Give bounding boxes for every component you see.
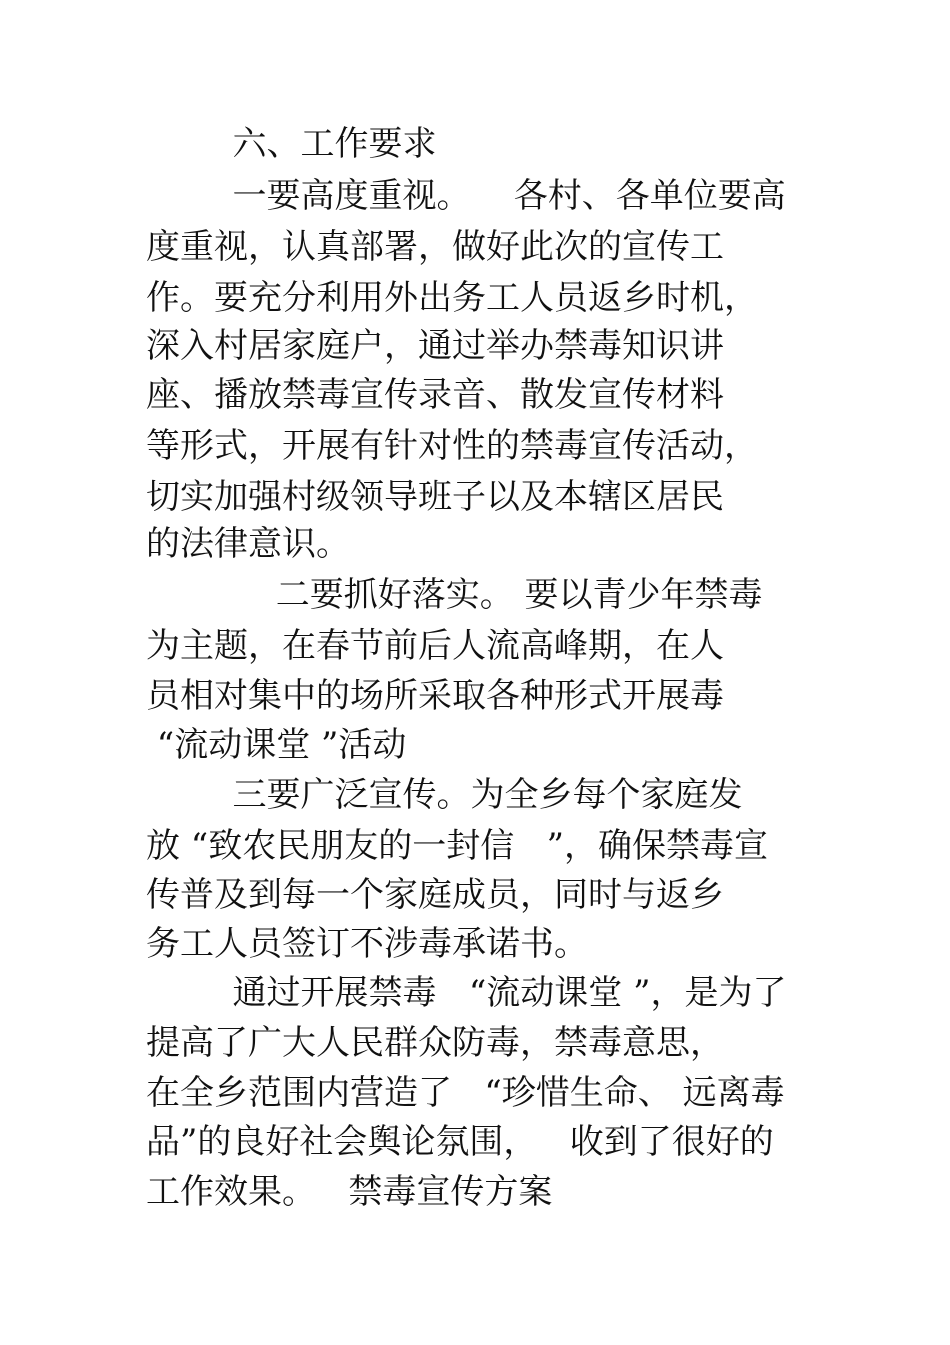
text-line: 为主题，在春节前后人流高峰期，在人	[146, 626, 724, 666]
text-line: 度重视，认真部署，做好此次的宣传工	[146, 227, 724, 267]
text-line: 在全乡范围内营造了 “珍惜生命、 远离毒	[146, 1073, 785, 1113]
text-line: 深入村居家庭户，通过举办禁毒知识讲	[146, 326, 724, 366]
text-line: 三要广泛宣传。为全乡每个家庭发	[146, 775, 743, 815]
text-line: 传普及到每一个家庭成员，同时与返乡	[146, 875, 724, 915]
text-line: 座、播放禁毒宣传录音、散发宣传材料	[146, 375, 724, 415]
text-line: 一要高度重视。 各村、各单位要高	[146, 176, 786, 216]
text-line: 务工人员签订不涉毒承诺书。	[146, 924, 588, 964]
text-line: 二要抓好落实。 要以青少年禁毒	[146, 575, 763, 615]
text-line: “流动课堂 ”活动	[146, 725, 407, 765]
text-line: 切实加强村级领导班子以及本辖区居民	[146, 477, 724, 517]
text-line: 等形式，开展有针对性的禁毒宣传活动，	[146, 426, 758, 466]
text-line: 员相对集中的场所采取各种形式开展毒	[146, 676, 724, 716]
text-line: 的法律意识。	[146, 524, 350, 564]
text-line: 放 “致农民朋友的一封信 ”，确保禁毒宣	[146, 826, 768, 866]
text-line: 提高了广大人民群众防毒，禁毒意思，	[146, 1023, 724, 1063]
text-line: 六、工作要求	[146, 124, 437, 164]
text-line: 工作效果。 禁毒宣传方案	[146, 1172, 553, 1212]
text-line: 通过开展禁毒 “流动课堂 ”，是为了	[146, 973, 787, 1013]
text-line: 品”的良好社会舆论氛围， 收到了很好的	[146, 1122, 774, 1162]
text-line: 作。要充分利用外出务工人员返乡时机，	[146, 278, 758, 318]
